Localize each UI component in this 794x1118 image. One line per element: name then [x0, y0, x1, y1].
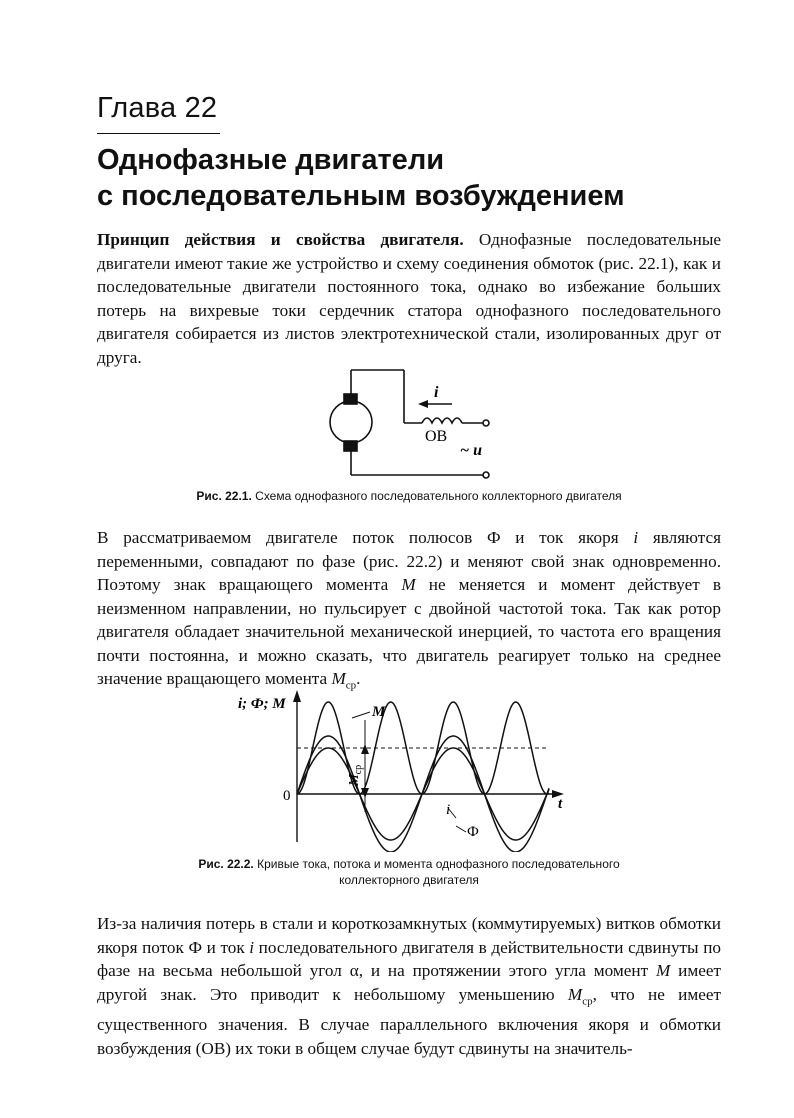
chapter-title-line1: Однофазные двигатели	[97, 144, 445, 176]
paragraph-1-lead: Принцип действия и свойства двигателя.	[97, 230, 464, 249]
paragraph-3-symbol-i: i	[249, 937, 255, 957]
brush-top	[344, 394, 357, 404]
figure-22-2-caption-line1	[97, 856, 721, 872]
label-m-average-sub: ср	[353, 764, 364, 775]
figure-22-1-caption	[97, 488, 721, 504]
phi-label-leader	[456, 826, 466, 832]
paragraph-3-text-1: Из-за наличия потерь в стали и короткозамкнутых (коммутируемых) витков обмотки якоря поток Ф и ток	[97, 914, 721, 957]
paragraph-2-text-3: не меняется и момент действует в неизменном направлении, но пульсирует с двойной частотой тока. Так как ротор двигателя обладает значительной механической инерцией, то частота его вращения почти постоянна, и можно сказать, что двигатель реагирует только на среднее значение вращающего момента	[97, 575, 721, 688]
figure-22-1-caption-number: Рис. 22.1.	[196, 489, 252, 503]
figure-22-2-caption-line2: коллекторного двигателя	[339, 873, 479, 887]
paragraph-3-symbol-m-avg: M	[567, 984, 583, 1004]
paragraph-3-subscript: ср	[582, 994, 593, 1007]
figure-22-2-caption	[97, 856, 721, 888]
label-ov: ОВ	[425, 428, 448, 445]
figure-22-2-caption-text: Кривые тока, потока и момента однофазного последовательного	[253, 857, 620, 871]
paragraph-3-text-2: последовательного двигателя в действительности сдвинуты по фазе на весьма небольшой угол α, и на протяжении этого угла момент	[97, 937, 721, 980]
paragraph-3	[97, 912, 721, 1060]
figure-22-2-caption-number: Рис. 22.2.	[198, 857, 254, 871]
brush-bottom	[344, 441, 357, 451]
paragraph-3-text-4: , что не имеет существенного значения. В случае параллельного включения якоря и обмотки возбуждения (ОВ) их токи в общем случае будут сдвинуты на значитель-	[97, 984, 721, 1058]
label-i: i	[446, 802, 451, 818]
motor-symbol	[330, 370, 489, 478]
figure-22-2-waveforms	[225, 682, 585, 852]
paragraph-1-text: Однофазные последовательные двигатели имеют такие же устройство и схему соединения обмоток (рис. 22.1), как и последовательные двигатели постоянного тока, однако во избежание больших потерь на вихревые токи сердечник статора однофазного последовательного двигателя собирается из листов электротехнической стали, изолированных друг от друга.	[97, 230, 721, 367]
current-arrow-head	[418, 400, 428, 408]
m-label-leader	[352, 712, 370, 718]
y-axis-arrow	[293, 690, 301, 702]
label-i: i	[434, 384, 439, 401]
chapter-title-line2: с последовательным возбуждением	[97, 180, 625, 212]
armature-circle	[330, 401, 372, 443]
figure-22-1-schematic	[300, 360, 520, 485]
terminal-bottom	[483, 472, 489, 478]
paragraph-2-subscript: ср	[345, 679, 357, 692]
x-axis-label: t	[558, 796, 563, 812]
terminal-top	[483, 420, 489, 426]
origin-label: 0	[283, 788, 291, 804]
label-phi: Ф	[467, 824, 479, 840]
paragraph-2-symbol-m-avg: M	[331, 669, 346, 688]
paragraph-2-text-2: являются переменными, совпадают по фазе (рис. 22.2) и меняют свой знак одновременно. Поэтому знак вращающего момента	[97, 528, 721, 594]
paragraph-2-text-4: .	[356, 669, 361, 688]
paragraph-2-symbol-m: M	[401, 575, 416, 594]
chapter-rule	[97, 133, 220, 134]
paragraph-1	[97, 228, 721, 369]
figure-22-1-caption-text: Схема однофазного последовательного коллекторного двигателя	[251, 489, 622, 503]
field-winding-coil	[422, 418, 462, 423]
label-m-average-main: M	[347, 774, 362, 786]
chapter-title	[97, 142, 737, 214]
label-m: M	[372, 704, 386, 720]
y-axis-label: i; Ф; M	[238, 696, 286, 712]
paragraph-2-text-1: В рассматриваемом двигателе поток полюсов Ф и ток якоря	[97, 528, 634, 547]
chapter-label: Глава 22	[97, 92, 218, 124]
paragraph-2	[97, 526, 721, 698]
paragraph-3-symbol-m: M	[655, 961, 671, 980]
paragraph-3-text-3: имеет другой знак. Это приводит к небольшому уменьшению	[97, 961, 722, 1004]
m-average-arrow-up	[361, 744, 369, 754]
label-u: ~ u	[460, 442, 483, 459]
paragraph-2-symbol-i: i	[633, 528, 639, 547]
